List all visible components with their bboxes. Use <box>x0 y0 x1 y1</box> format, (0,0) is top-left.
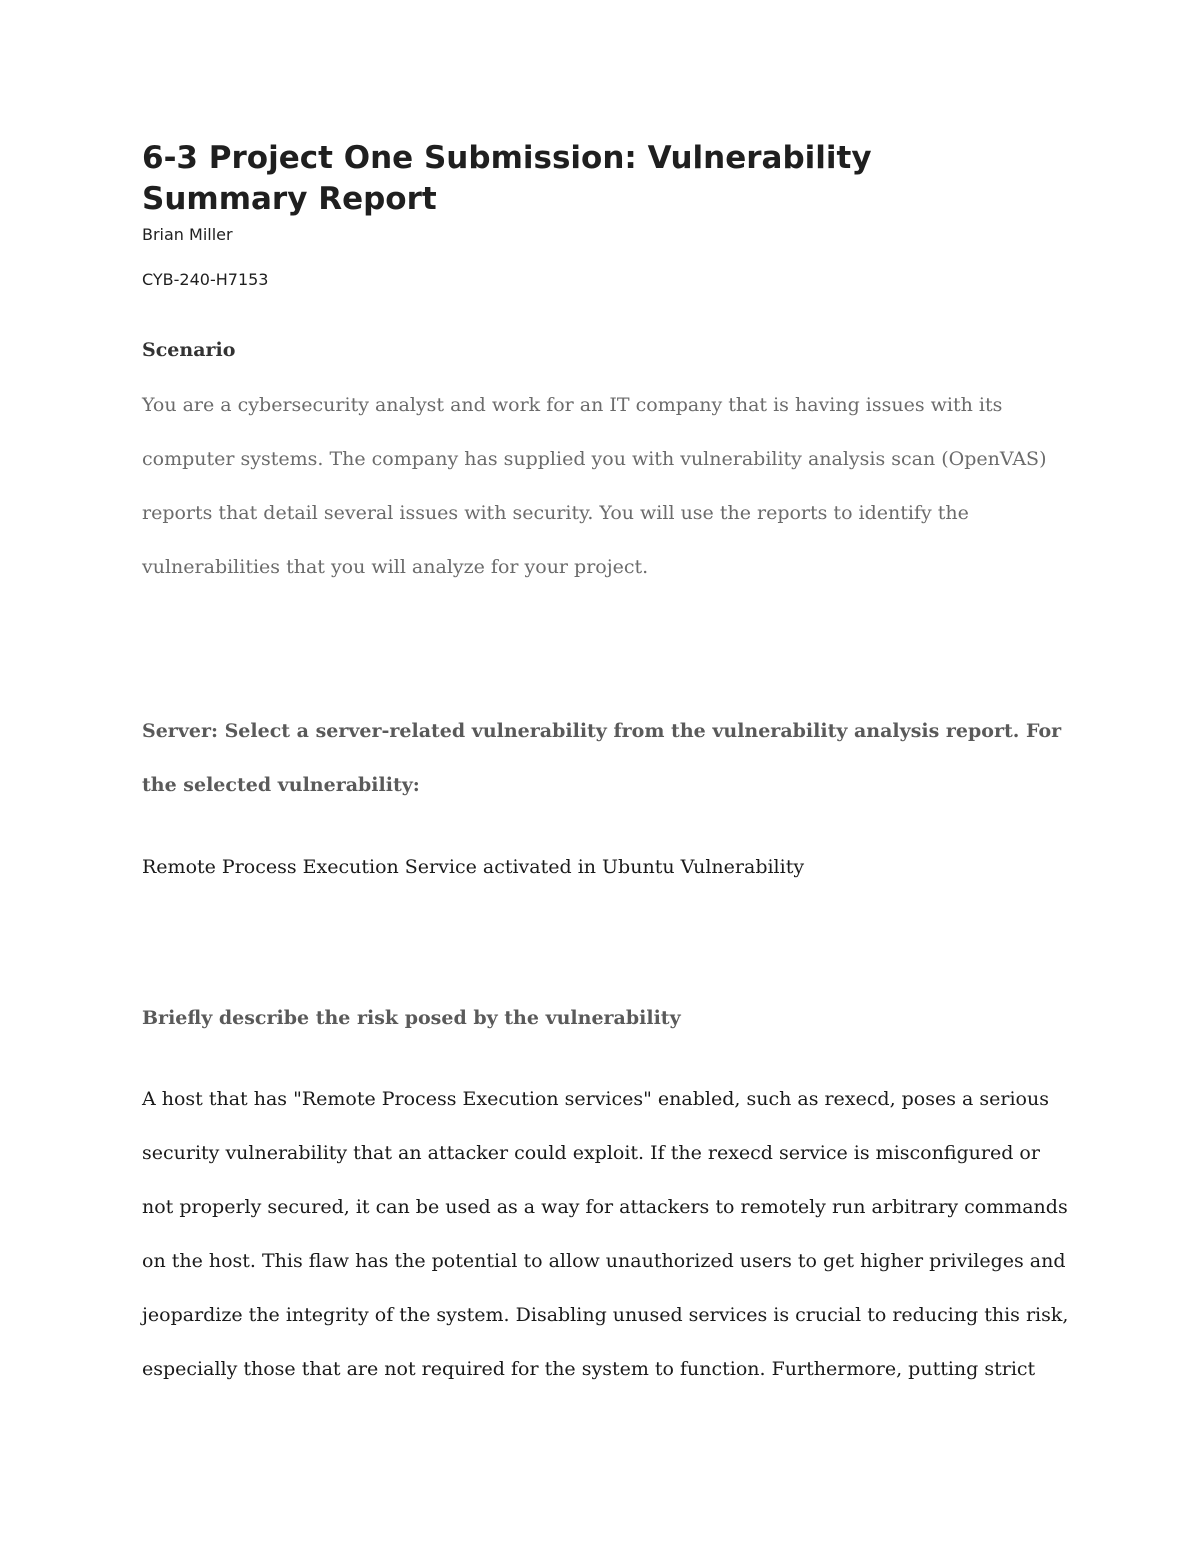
vulnerability-name: Remote Process Execution Service activated in Ubuntu Vulnerability <box>142 856 805 878</box>
course-code: CYB-240-H7153 <box>142 270 269 289</box>
risk-description: A host that has "Remote Process Execution services" enabled, such as rexecd, poses a serious security vulnerability that an attacker could exploit. If the rexecd service is misconfigured or not properly secured, it can be used as a way for attackers to remotely run arbitrary commands on the host. This flaw has the potential to allow unauthorized users to get higher privileges and jeopardize the integrity of the system. Disabling unused services is crucial to reducing this risk, especially those that are not required for the system to function. Furthermore, putting strict <box>142 1088 1069 1380</box>
author-name: Brian Miller <box>142 225 233 244</box>
scenario-heading: Scenario <box>142 339 236 361</box>
risk-prompt: Briefly describe the risk posed by the vulnerability <box>142 1007 681 1029</box>
scenario-paragraph: You are a cybersecurity analyst and work for an IT company that is having issues with its computer systems. The company has supplied you with vulnerability analysis scan (OpenVAS) reports that detail several issues with security. You will use the reports to identify the vulnerabilities that you will analyze for your project. <box>142 394 1047 578</box>
server-prompt: Server: Select a server-related vulnerability from the vulnerability analysis report. For the selected vulnerability: <box>142 720 1062 796</box>
document-title: 6-3 Project One Submission: Vulnerability Summary Report <box>142 140 872 217</box>
